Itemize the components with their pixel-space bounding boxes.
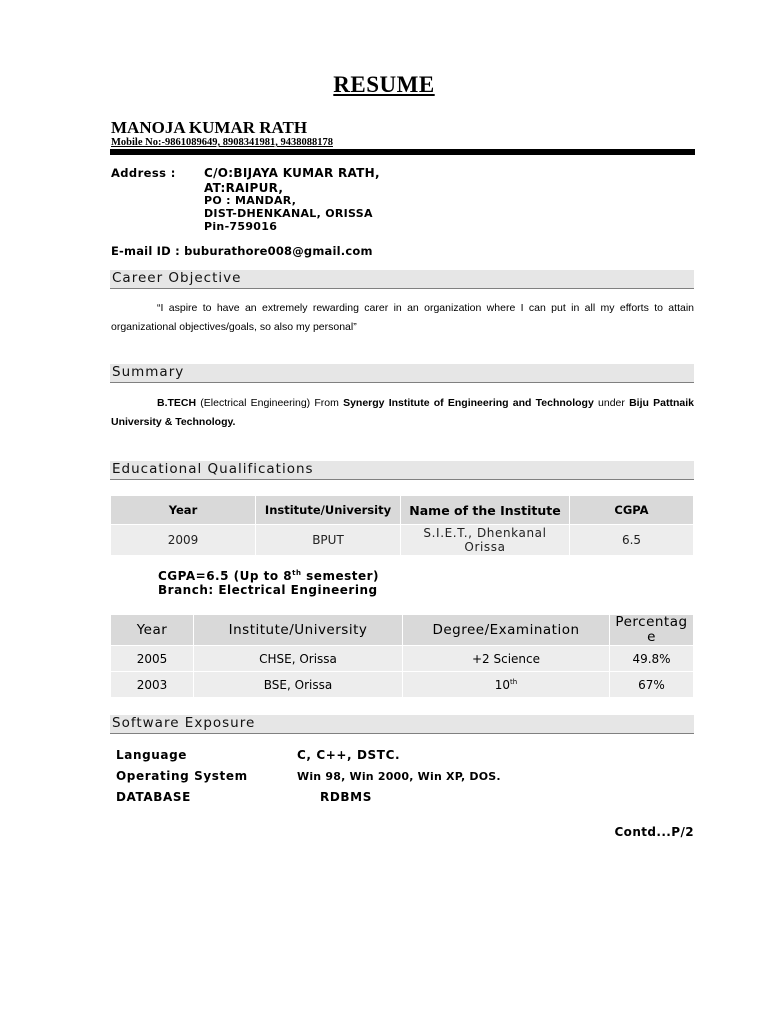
- software-value-database: RDBMS: [320, 790, 372, 804]
- address-line-1: C/O:BIJAYA KUMAR RATH,: [204, 166, 380, 180]
- continued-note: Contd...P/2: [614, 825, 694, 839]
- cell-year: 2009: [111, 525, 256, 556]
- cell-university: BPUT: [256, 525, 401, 556]
- mobile-numbers: Mobile No:-9861089649, 8908341981, 9438088178: [111, 137, 333, 148]
- header-rule: [110, 149, 695, 155]
- education-heading: Educational Qualifications: [110, 461, 694, 480]
- header-institute-university: Institute/University: [194, 615, 403, 646]
- education-table-school: [110, 614, 694, 698]
- table-row: [111, 646, 694, 672]
- software-label-os: Operating System: [116, 769, 248, 783]
- header-degree-examination: Degree/Examination: [403, 615, 610, 646]
- cell-institute: S.I.E.T., Dhenkanal Orissa: [401, 525, 570, 556]
- cell-percentage: 67%: [610, 672, 694, 698]
- software-value-os: Win 98, Win 2000, Win XP, DOS.: [297, 770, 501, 783]
- table-header-row: [111, 615, 694, 646]
- software-label-language: Language: [116, 748, 188, 762]
- address-line-2: AT:RAIPUR,: [204, 181, 284, 195]
- address-line-3: PO : MANDAR,: [204, 194, 297, 207]
- summary-text: B.TECH (Electrical Engineering) From Synergy Institute of Engineering and Technology under Biju Pattnaik University & Technology.: [111, 397, 694, 428]
- cgpa-line: CGPA=6.5 (Up to 8th semester): [158, 569, 380, 583]
- cell-degree: 10th: [403, 672, 610, 698]
- cell-cgpa: 6.5: [570, 525, 694, 556]
- table-header-row: [111, 496, 694, 525]
- cell-year: 2003: [111, 672, 194, 698]
- candidate-name: MANOJA KUMAR RATH: [111, 118, 308, 137]
- education-table-degree: [110, 495, 694, 556]
- career-objective-text: “I aspire to have an extremely rewarding carer in an organization where I can put in all my efforts to attain organizational objectives/goals, so also my personal”: [111, 302, 694, 333]
- header-percentage: Percentag e: [610, 615, 694, 646]
- header-year: Year: [111, 615, 194, 646]
- cell-institute: CHSE, Orissa: [194, 646, 403, 672]
- address-label: Address :: [111, 166, 176, 180]
- software-value-language: C, C++, DSTC.: [297, 748, 401, 762]
- table-row: [111, 525, 694, 556]
- header-cgpa: CGPA: [570, 496, 694, 525]
- cell-percentage: 49.8%: [610, 646, 694, 672]
- header-institute-university: Institute/University: [256, 496, 401, 525]
- software-heading: Software Exposure: [110, 715, 694, 734]
- branch-line: Branch: Electrical Engineering: [158, 583, 378, 597]
- cell-institute: BSE, Orissa: [194, 672, 403, 698]
- career-objective-heading: Career Objective: [110, 270, 694, 289]
- software-label-database: DATABASE: [116, 790, 191, 804]
- address-line-5: Pin-759016: [204, 220, 278, 233]
- cell-year: 2005: [111, 646, 194, 672]
- cell-degree: +2 Science: [403, 646, 610, 672]
- summary-heading: Summary: [110, 364, 694, 383]
- table-row: [111, 672, 694, 698]
- resume-title: RESUME: [333, 72, 435, 97]
- address-line-4: DIST-DHENKANAL, ORISSA: [204, 207, 373, 220]
- email-line: E-mail ID : buburathore008@gmail.com: [111, 244, 373, 258]
- header-year: Year: [111, 496, 256, 525]
- header-institute-name: Name of the Institute: [401, 496, 570, 525]
